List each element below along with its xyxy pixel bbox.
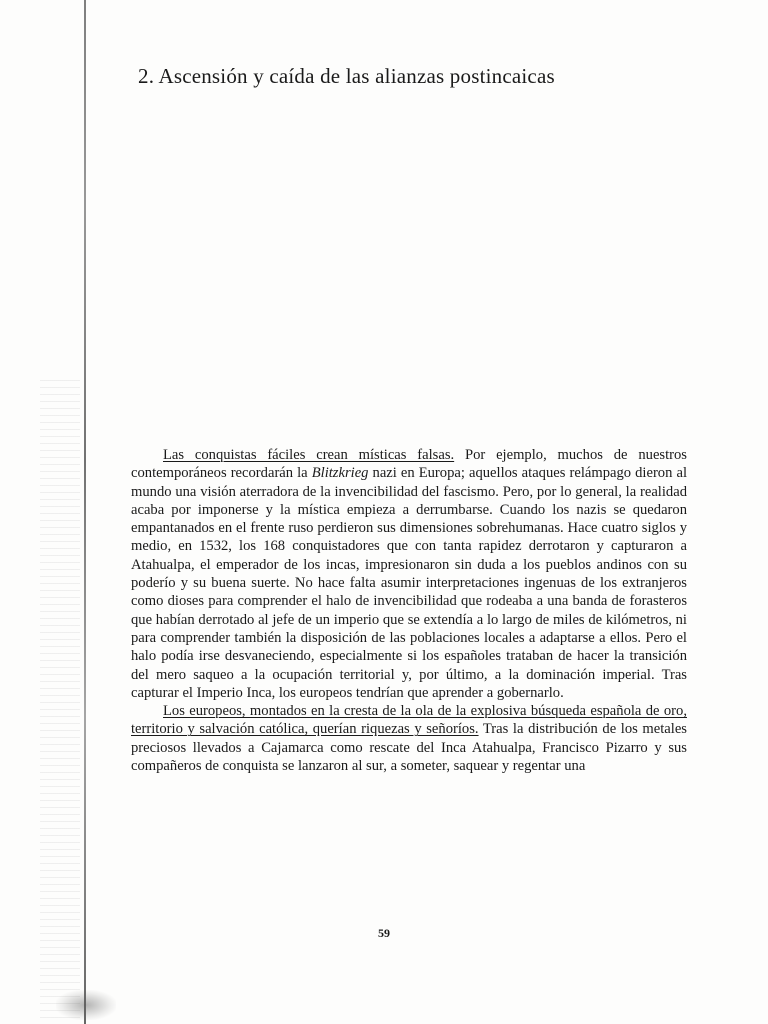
scan-speckle bbox=[40, 380, 80, 1020]
binding-edge-shadow bbox=[84, 0, 86, 1024]
underlined-sentence: Los europeos, montados en la cresta de la ola de la explosiva búsqueda española de oro, territorio y salvación católica, querían riquezas y señoríos. bbox=[131, 703, 687, 738]
text-run: Por ejemplo, muchos de nuestros contemporáneos recordarán la bbox=[131, 447, 687, 482]
italic-term: Blitzkrieg bbox=[311, 465, 369, 482]
text-run: nazi en Europa; aquellos ataques relámpago dieron al mundo una visión aterradora de la invencibilidad del fascismo. Pero, por lo general, la realidad acaba por imponerse y la mística empieza a derrumbarse. Cuando los nazis se quedaron empantanados en el frente ruso perdieron sus dimensiones sobrehumanas. Hace cuatro siglos y medio, en 1532, los 168 conquistadores que con tanta rapidez derrotaron y capturaron a Atahualpa, el emperador de los incas, impresionaron sin duda a los pueblos andinos con su poderío y su buena suerte. No hace falta asumir interpretaciones ingenuas de los extranjeros como dioses para comprender el halo de invencibilidad que rodeaba a una banda de forasteros que habían derrotado al jefe de un imperio que se extendía a lo largo de miles de kilómetros, ni para comprender también la disposición de las poblaciones locales a adaptarse a ellos. Pero el halo podía irse desvaneciendo, especialmente si los españoles trataban de hacer la transición del mero saqueo a la ocupación territorial y, por último, a la dominación imperial. Tras capturar el Imperio Inca, los europeos tendrían que aprender a gobernarlo. bbox=[131, 465, 687, 701]
chapter-title bbox=[138, 64, 555, 89]
paragraph bbox=[131, 702, 687, 775]
scan-smudge bbox=[56, 990, 116, 1020]
underlined-sentence: Las conquistas fáciles crean místicas falsas. bbox=[163, 447, 455, 463]
paragraph bbox=[131, 446, 687, 702]
chapter-title-text: Ascensión y caída de las alianzas postincaicas bbox=[158, 64, 555, 88]
body-text bbox=[131, 446, 687, 775]
text-run: Tras la distribución de los metales preciosos llevados a Cajamarca como rescate del Inca Atahualpa, Francisco Pizarro y sus compañeros de conquista se lanzaron al sur, a someter, saquear y regentar una bbox=[131, 721, 687, 775]
page-number: 59 bbox=[378, 926, 390, 940]
chapter-number: 2. bbox=[138, 64, 155, 88]
